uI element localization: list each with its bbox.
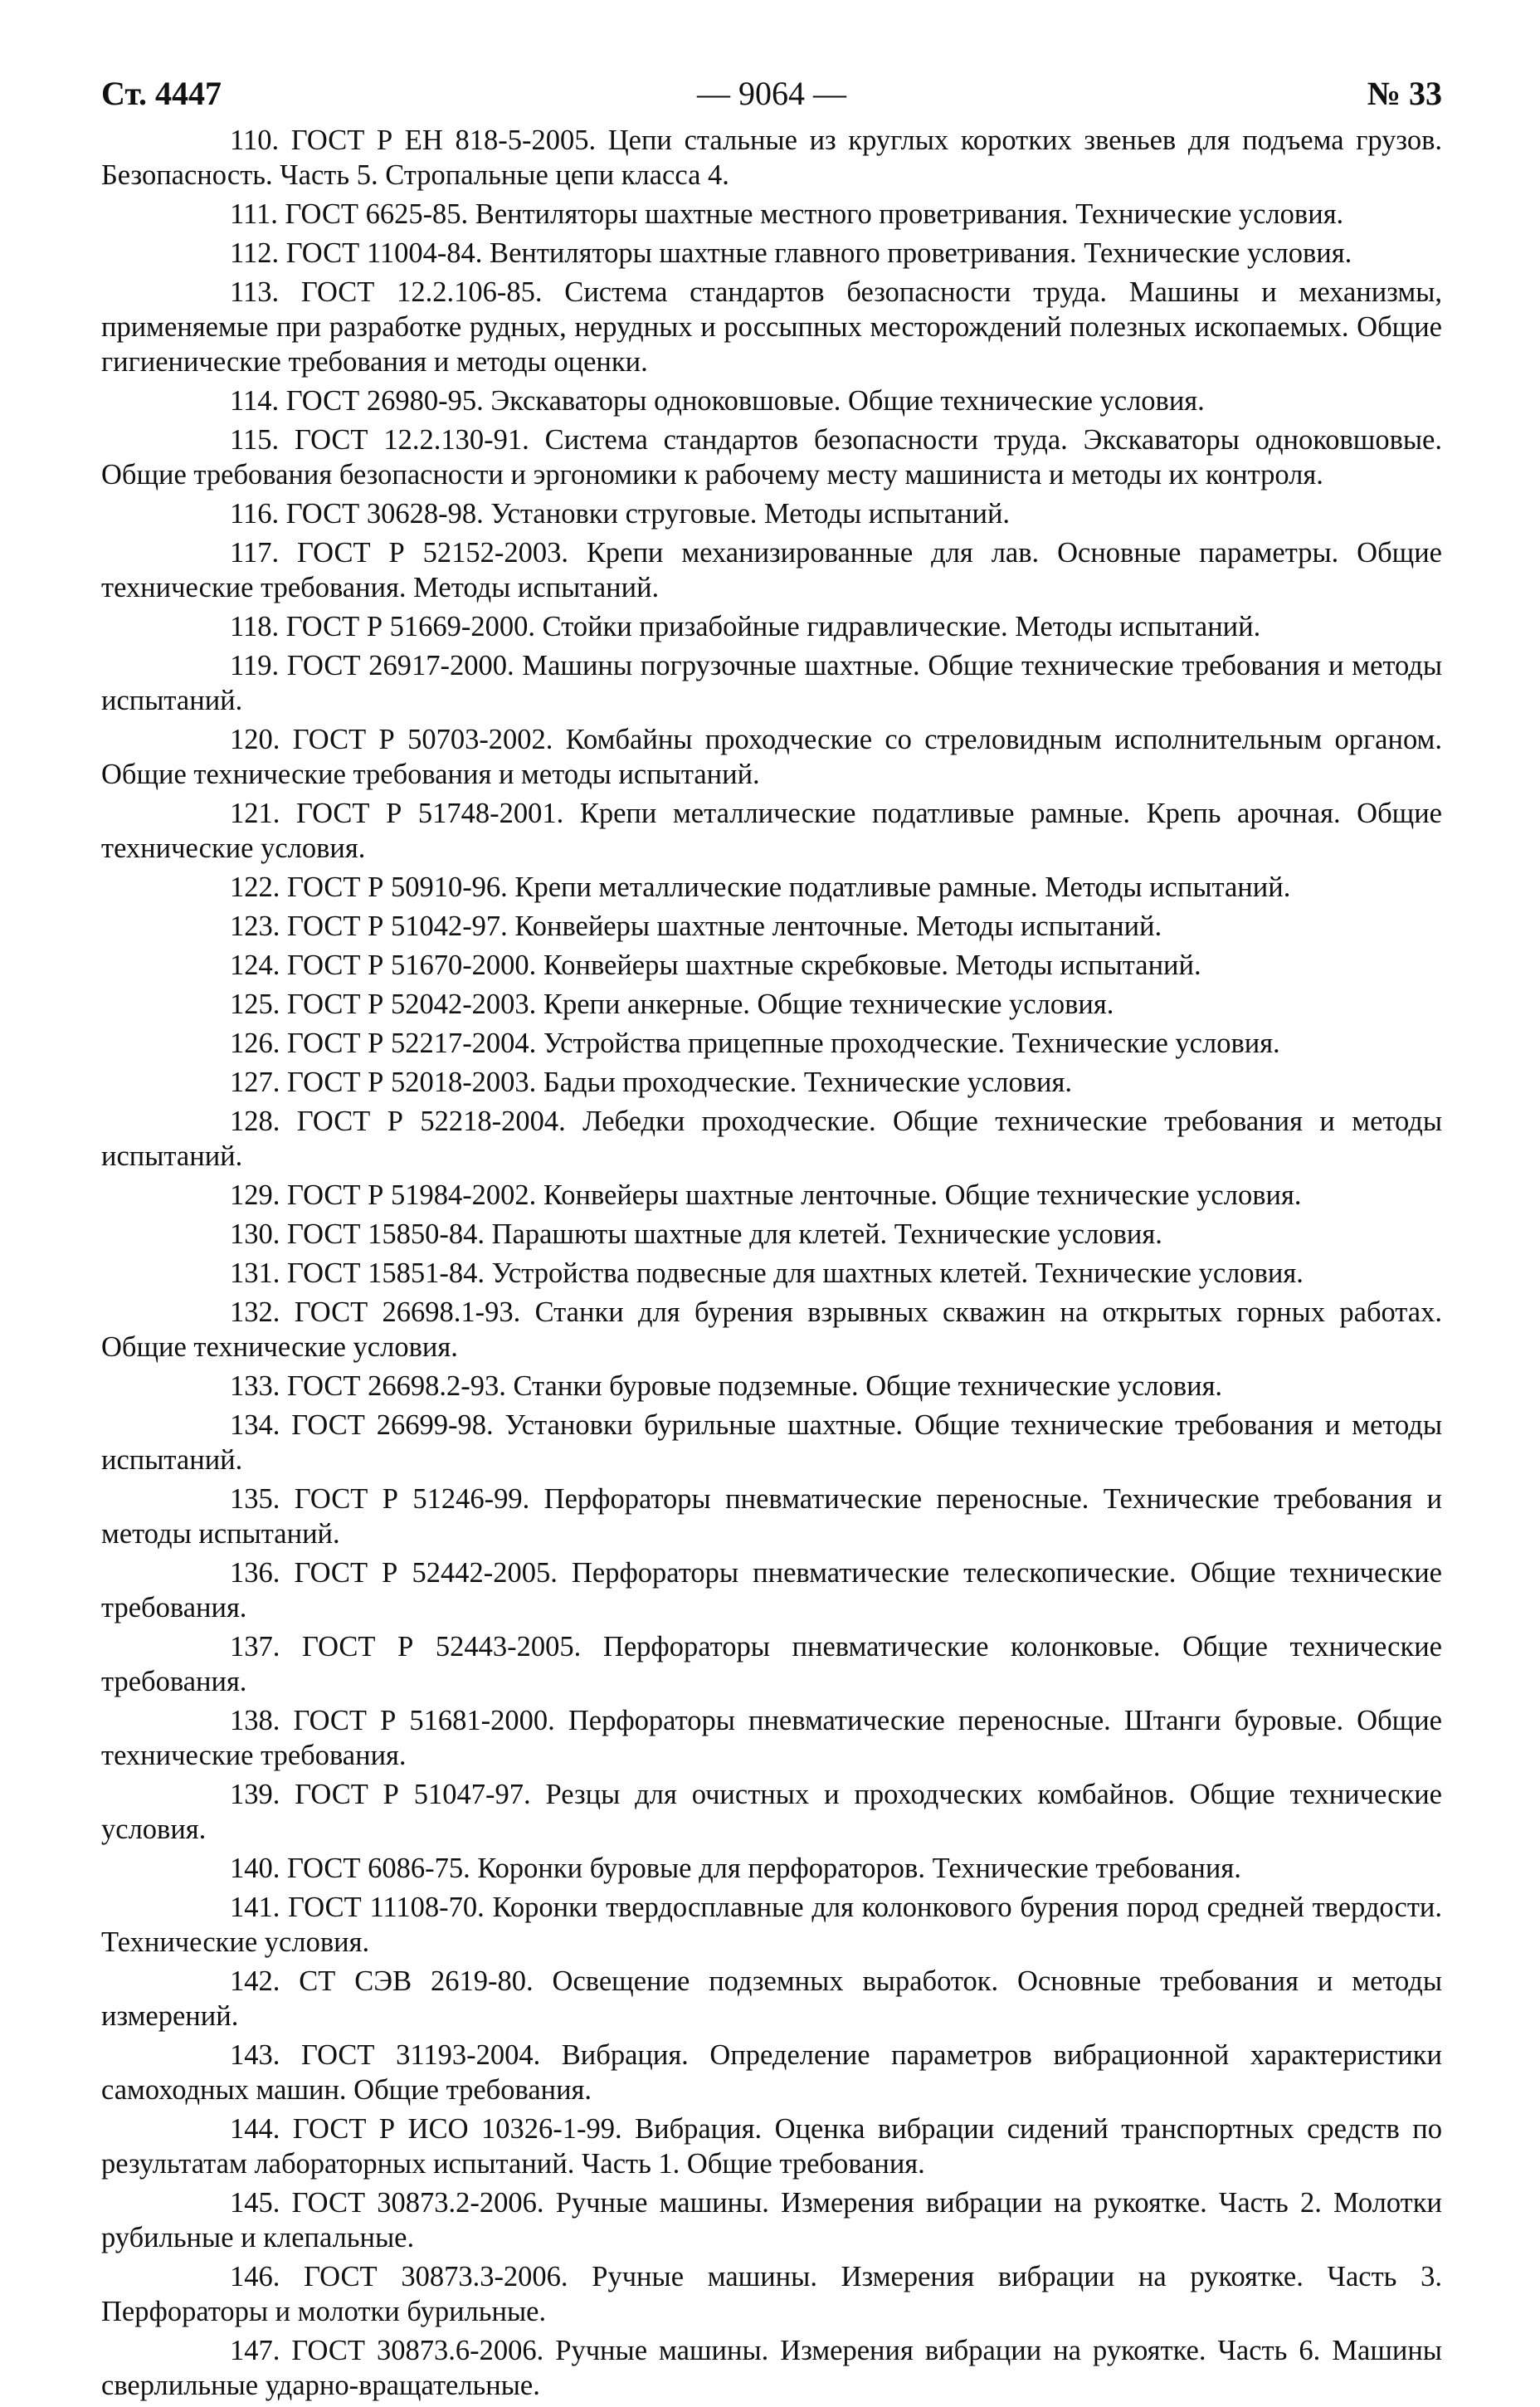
list-item: 119. ГОСТ 26917-2000. Машины погрузочные шахтные. Общие технические требования и методы испытаний. bbox=[101, 650, 1442, 716]
list-item: 122. ГОСТ Р 50910-96. Крепи металлические податливые рамные. Методы испытаний. bbox=[230, 872, 1291, 903]
list-item: 142. СТ СЭВ 2619-80. Освещение подземных выработок. Основные требования и методы измерений. bbox=[101, 1965, 1442, 2032]
page-header bbox=[101, 70, 1442, 118]
list-item: 136. ГОСТ Р 52442-2005. Перфораторы пневматические телескопические. Общие технические требования. bbox=[101, 1557, 1442, 1623]
list-item: 114. ГОСТ 26980-95. Экскаваторы одноковшовые. Общие технические условия. bbox=[230, 385, 1205, 417]
list-item: 132. ГОСТ 26698.1-93. Станки для бурения взрывных скважин на открытых горных работах. Общие технические условия. bbox=[101, 1296, 1442, 1363]
list-item: 147. ГОСТ 30873.6-2006. Ручные машины. Измерения вибрации на рукоятке. Часть 6. Машины сверлильные ударно-вращательные. bbox=[101, 2335, 1442, 2401]
article-number: Ст. 4447 bbox=[101, 75, 222, 112]
list-item: 124. ГОСТ Р 51670-2000. Конвейеры шахтные скребковые. Методы испытаний. bbox=[230, 950, 1201, 981]
list-item: 117. ГОСТ Р 52152-2003. Крепи механизированные для лав. Основные параметры. Общие технические требования. Методы испытаний. bbox=[101, 537, 1442, 603]
list-item: 112. ГОСТ 11004-84. Вентиляторы шахтные главного проветривания. Технические условия. bbox=[230, 237, 1352, 269]
standards-list bbox=[101, 123, 1442, 2403]
list-item: 140. ГОСТ 6086-75. Коронки буровые для перфораторов. Технические требования. bbox=[230, 1853, 1241, 1884]
list-item: 137. ГОСТ Р 52443-2005. Перфораторы пневматические колонковые. Общие технические требования. bbox=[101, 1631, 1442, 1697]
list-item: 143. ГОСТ 31193-2004. Вибрация. Определение параметров вибрационной характеристики самоходных машин. Общие требования. bbox=[101, 2039, 1442, 2106]
list-item: 110. ГОСТ Р ЕН 818-5-2005. Цепи стальные из круглых коротких звеньев для подъема грузов. Безопасность. Часть 5. Стропальные цепи класса 4. bbox=[101, 124, 1442, 191]
list-item: 127. ГОСТ Р 52018-2003. Бадьи проходческие. Технические условия. bbox=[230, 1067, 1072, 1098]
list-item: 134. ГОСТ 26699-98. Установки бурильные шахтные. Общие технические требования и методы испытаний. bbox=[101, 1409, 1442, 1476]
list-item: 118. ГОСТ Р 51669-2000. Стойки призабойные гидравлические. Методы испытаний. bbox=[230, 611, 1261, 642]
list-item: 130. ГОСТ 15850-84. Парашюты шахтные для клетей. Технические условия. bbox=[230, 1218, 1162, 1250]
list-item: 121. ГОСТ Р 51748-2001. Крепи металлические податливые рамные. Крепь арочная. Общие технические условия. bbox=[101, 798, 1442, 864]
list-item: 111. ГОСТ 6625-85. Вентиляторы шахтные местного проветривания. Технические условия. bbox=[230, 198, 1344, 230]
list-item: 123. ГОСТ Р 51042-97. Конвейеры шахтные ленточные. Методы испытаний. bbox=[230, 911, 1162, 942]
list-item: 146. ГОСТ 30873.3-2006. Ручные машины. Измерения вибрации на рукоятке. Часть 3. Перфораторы и молотки бурильные. bbox=[101, 2261, 1442, 2327]
list-item: 115. ГОСТ 12.2.130-91. Система стандартов безопасности труда. Экскаваторы одноковшовые. Общие требования безопасности и эргономики к рабочему месту машиниста и методы их контроля. bbox=[101, 424, 1442, 491]
list-item: 125. ГОСТ Р 52042-2003. Крепи анкерные. Общие технические условия. bbox=[230, 989, 1114, 1020]
page-number: — 9064 — bbox=[697, 75, 846, 112]
list-item: 128. ГОСТ Р 52218-2004. Лебедки проходческие. Общие технические требования и методы испытаний. bbox=[101, 1106, 1442, 1172]
list-item: 131. ГОСТ 15851-84. Устройства подвесные для шахтных клетей. Технические условия. bbox=[230, 1257, 1304, 1289]
list-item: 120. ГОСТ Р 50703-2002. Комбайны проходческие со стреловидным исполнительным органом. Общие технические требования и методы испытаний. bbox=[101, 724, 1442, 790]
list-item: 129. ГОСТ Р 51984-2002. Конвейеры шахтные ленточные. Общие технические условия. bbox=[230, 1179, 1302, 1211]
issue-number: № 33 bbox=[1367, 75, 1442, 112]
list-item: 113. ГОСТ 12.2.106-85. Система стандартов безопасности труда. Машины и механизмы, применяемые при разработке рудных, нерудных и россыпных месторождений полезных ископаемых. Общие гигиенические требования и методы оценки. bbox=[101, 276, 1442, 378]
list-item: 126. ГОСТ Р 52217-2004. Устройства прицепные проходческие. Технические условия. bbox=[230, 1028, 1280, 1059]
list-item: 138. ГОСТ Р 51681-2000. Перфораторы пневматические переносные. Штанги буровые. Общие технические требования. bbox=[101, 1705, 1442, 1771]
list-item: 141. ГОСТ 11108-70. Коронки твердосплавные для колонкового бурения пород средней твердости. Технические условия. bbox=[101, 1892, 1442, 1958]
list-item: 135. ГОСТ Р 51246-99. Перфораторы пневматические переносные. Технические требования и методы испытаний. bbox=[101, 1483, 1442, 1550]
list-item: 133. ГОСТ 26698.2-93. Станки буровые подземные. Общие технические условия. bbox=[230, 1370, 1223, 1402]
list-item: 144. ГОСТ Р ИСО 10326-1-99. Вибрация. Оценка вибрации сидений транспортных средств по результатам лабораторных испытаний. Часть 1. Общие требования. bbox=[101, 2113, 1442, 2180]
document-page bbox=[101, 70, 1442, 2407]
list-item: 116. ГОСТ 30628-98. Установки струговые. Методы испытаний. bbox=[230, 498, 1011, 530]
list-item: 139. ГОСТ Р 51047-97. Резцы для очистных и проходческих комбайнов. Общие технические условия. bbox=[101, 1779, 1442, 1845]
list-item: 145. ГОСТ 30873.2-2006. Ручные машины. Измерения вибрации на рукоятке. Часть 2. Молотки рубильные и клепальные. bbox=[101, 2187, 1442, 2253]
